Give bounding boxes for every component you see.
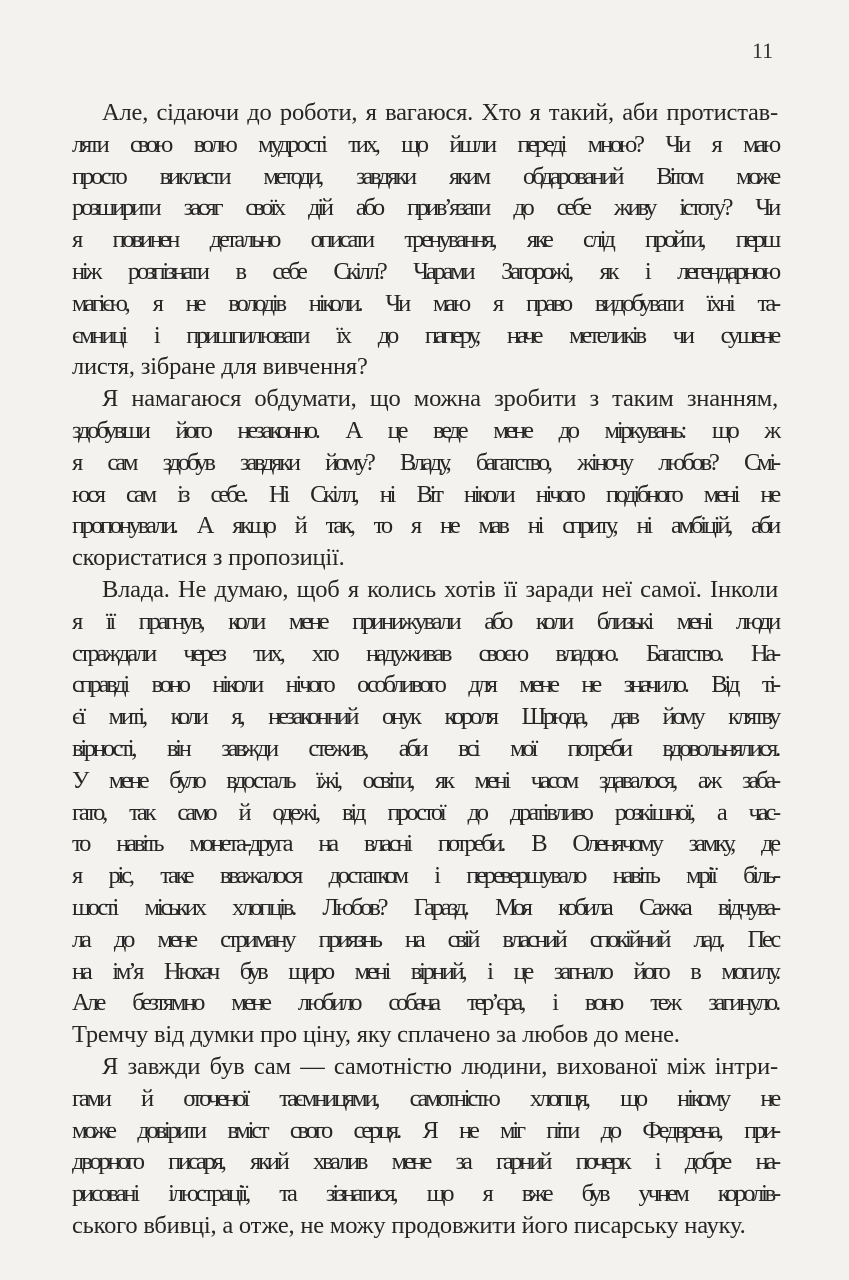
paragraph	[72, 1051, 778, 1242]
text-line: ляти свою волю мудрості тих, що йшли переді мною? Чи я маю	[72, 130, 778, 158]
text-line: У мене було вдосталь їжі, освіти, як мені часом здавалося, аж заба-	[72, 766, 778, 794]
text-line: то навіть монета-друга на власні потреби. В Оленячому замку, де	[72, 830, 778, 858]
text-line: Але безтямно мене любило собача тер’єра, і воно теж загинуло.	[72, 989, 778, 1017]
paragraph	[72, 97, 778, 383]
text-line: пропонували. А якщо й так, то я не мав ні сприту, ні амбіцій, аби	[72, 512, 778, 540]
text-line: гами й оточеної таємницями, самотністю хлопця, що нікому не	[72, 1084, 778, 1112]
text-line: я ріс, таке вважалося достатком і перевершувало навіть мрії біль-	[72, 862, 778, 890]
text-line: скористатися з пропозиції.	[72, 544, 345, 572]
text-line: Але, сідаючи до роботи, я вагаюся. Хто я такий, аби протистав-	[102, 99, 778, 126]
text-line: страждали через тих, хто надуживав своєю владою. Багатство. На-	[72, 639, 778, 667]
text-line: я її прагнув, коли мене принижували або коли близькі мені люди	[72, 607, 778, 635]
text-line: листя, зібране для вивчення?	[72, 353, 368, 381]
text-line: розширити засяг своїх дій або прив’язати до себе живу істоту? Чи	[72, 194, 778, 222]
text-line: Влада. Не думаю, щоб я колись хотів її заради неї самої. Інколи	[102, 575, 778, 603]
text-line: ського вбивці, а отже, не можу продовжити його писарську науку.	[72, 1211, 746, 1239]
text-line: здобувши його незаконно. А це веде мене до міркувань: що ж	[72, 416, 778, 444]
text-line: дворного писаря, який хвалив мене за гарний почерк і добре на-	[72, 1148, 778, 1176]
text-line: справді воно ніколи нічого особливого для мене не значило. Від ті-	[72, 671, 778, 699]
text-line: ніж розпізнати в себе Скілл? Чарами Загорожі, як і легендарною	[72, 257, 778, 285]
text-line: Я завжди був сам — самотністю людини, вихованої між інтри-	[102, 1052, 778, 1080]
text-line: гато, так само й одежі, від простої до дратівливо розкішної, а час-	[72, 798, 778, 826]
text-line: я повинен детально описати тренування, яке слід пройти, перш	[72, 226, 778, 254]
paragraph	[72, 574, 778, 1051]
text-line: шості міських хлопців. Любов? Гаразд. Моя кобила Сажка відчува-	[72, 893, 778, 921]
text-line: рисовані ілюстрації, та зізнатися, що я вже був учнем королів-	[72, 1180, 778, 1208]
text-line: може довірити вміст свого серця. Я не міг піти до Федврена, при-	[72, 1116, 778, 1144]
text-line: юся сам із себе. Ні Скілл, ні Віт ніколи нічого подібного мені не	[72, 480, 778, 508]
body-text	[72, 97, 778, 1242]
text-line: вірності, він завжди стежив, аби всі мої потреби вдовольнялися.	[72, 734, 778, 762]
text-line: ємниці і пришпилювати їх до паперу, наче метеликів чи сушене	[72, 321, 778, 349]
text-line: ла до мене стриману приязнь на свій власний спокійний лад. Пес	[72, 925, 778, 953]
text-line: я сам здобув завдяки йому? Владу, багатство, жіночу любов? Смі-	[72, 448, 778, 476]
paragraph	[72, 383, 778, 574]
text-line: Тремчу від думки про ціну, яку сплачено за любов до мене.	[72, 1021, 680, 1049]
page-number: 11	[752, 38, 774, 63]
text-line: просто викласти методи, завдяки яким обдарований Вітом може	[72, 162, 778, 190]
text-line: на ім’я Нюхач був щиро мені вірний, і це загнало його в могилу.	[72, 957, 778, 985]
text-line: єї миті, коли я, незаконний онук короля Шрюда, дав йому клятву	[72, 703, 778, 731]
text-line: Я намагаюся обдумати, що можна зробити з таким знанням,	[102, 385, 778, 413]
text-line: магією, я не володів ніколи. Чи маю я право видобувати їхні та-	[72, 289, 778, 317]
